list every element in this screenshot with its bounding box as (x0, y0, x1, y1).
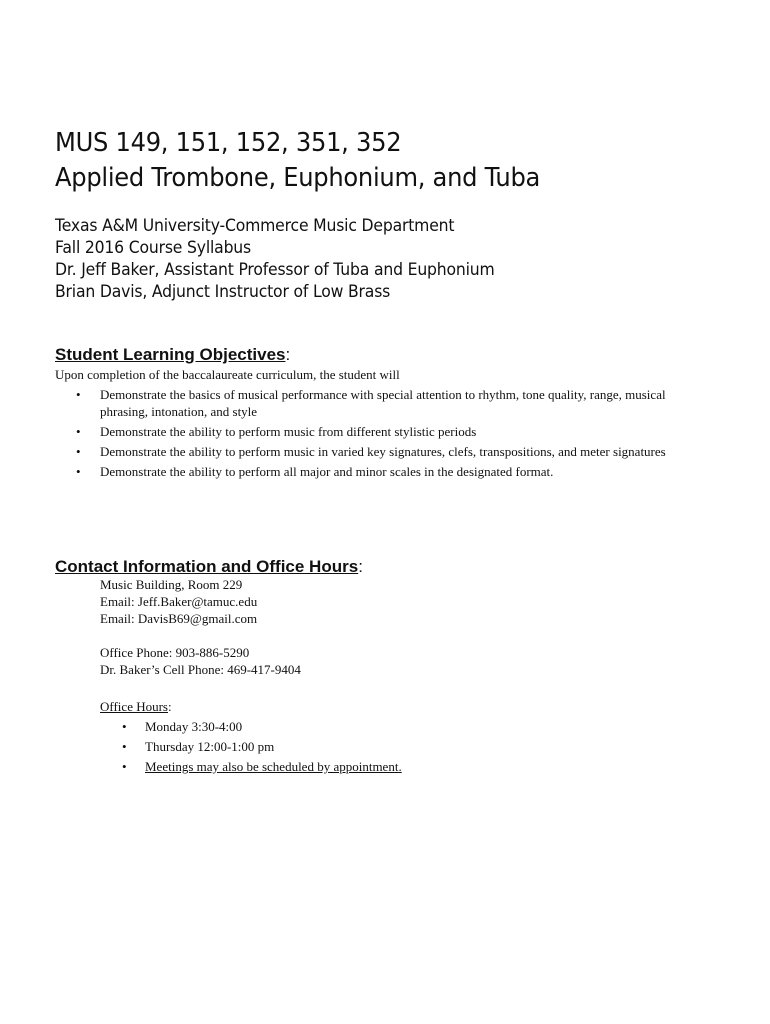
office-hours-label: Office Hours (100, 699, 168, 714)
office-hours-heading (100, 698, 172, 715)
office-hours-colon: : (168, 699, 172, 714)
objectives-heading-text: Student Learning Objectives (55, 345, 286, 364)
office-location: Music Building, Room 229 (100, 577, 243, 592)
list-item (76, 423, 716, 440)
list-item (76, 463, 716, 480)
email-davis[interactable]: Email: DavisB69@gmail.com (100, 611, 258, 626)
objectives-list (76, 386, 716, 483)
list-item (122, 718, 622, 735)
contact-details (100, 576, 600, 678)
objective-text-1: Demonstrate the basics of musical performance with special attention to rhythm, tone quality, range, musical phrasing, intonation, and style (100, 387, 666, 419)
objective-text-2: Demonstrate the ability to perform music from different stylistic periods (100, 424, 477, 439)
contact-heading-text: Contact Information and Office Hours (55, 557, 359, 576)
department-line: Texas A&M University-Commerce Music Department (55, 216, 455, 236)
list-item (76, 386, 716, 420)
objective-text-3: Demonstrate the ability to perform music in varied key signatures, clefs, transpositions, and meter signatures (100, 444, 666, 459)
course-info-block (55, 215, 755, 303)
course-numbers: MUS 149, 151, 152, 351, 352 (55, 128, 402, 158)
objectives-heading-colon: : (285, 345, 291, 364)
course-title-block (55, 126, 755, 196)
hours-appointment-note: Meetings may also be scheduled by appointment. (145, 759, 402, 774)
objective-text-4: Demonstrate the ability to perform all major and minor scales in the designated format. (100, 464, 554, 479)
hours-monday: Monday 3:30-4:00 (145, 719, 243, 734)
objectives-heading (55, 345, 290, 365)
term-line: Fall 2016 Course Syllabus (55, 238, 252, 258)
spacer (100, 627, 600, 644)
contact-heading (55, 557, 363, 577)
instructor-line-2: Brian Davis, Adjunct Instructor of Low Brass (55, 282, 391, 302)
course-title: Applied Trombone, Euphonium, and Tuba (55, 163, 541, 193)
cell-phone: Dr. Baker’s Cell Phone: 469-417-9404 (100, 662, 301, 677)
list-item (122, 738, 622, 755)
office-hours-list (122, 718, 622, 778)
email-baker[interactable]: Email: Jeff.Baker@tamuc.edu (100, 594, 258, 609)
list-item (122, 758, 622, 775)
instructor-line-1: Dr. Jeff Baker, Assistant Professor of Tuba and Euphonium (55, 260, 495, 280)
list-item (76, 443, 716, 460)
contact-heading-colon: : (358, 557, 363, 576)
objectives-intro: Upon completion of the baccalaureate curriculum, the student will (55, 367, 400, 382)
hours-thursday: Thursday 12:00-1:00 pm (145, 739, 275, 754)
office-phone: Office Phone: 903-886-5290 (100, 645, 250, 660)
